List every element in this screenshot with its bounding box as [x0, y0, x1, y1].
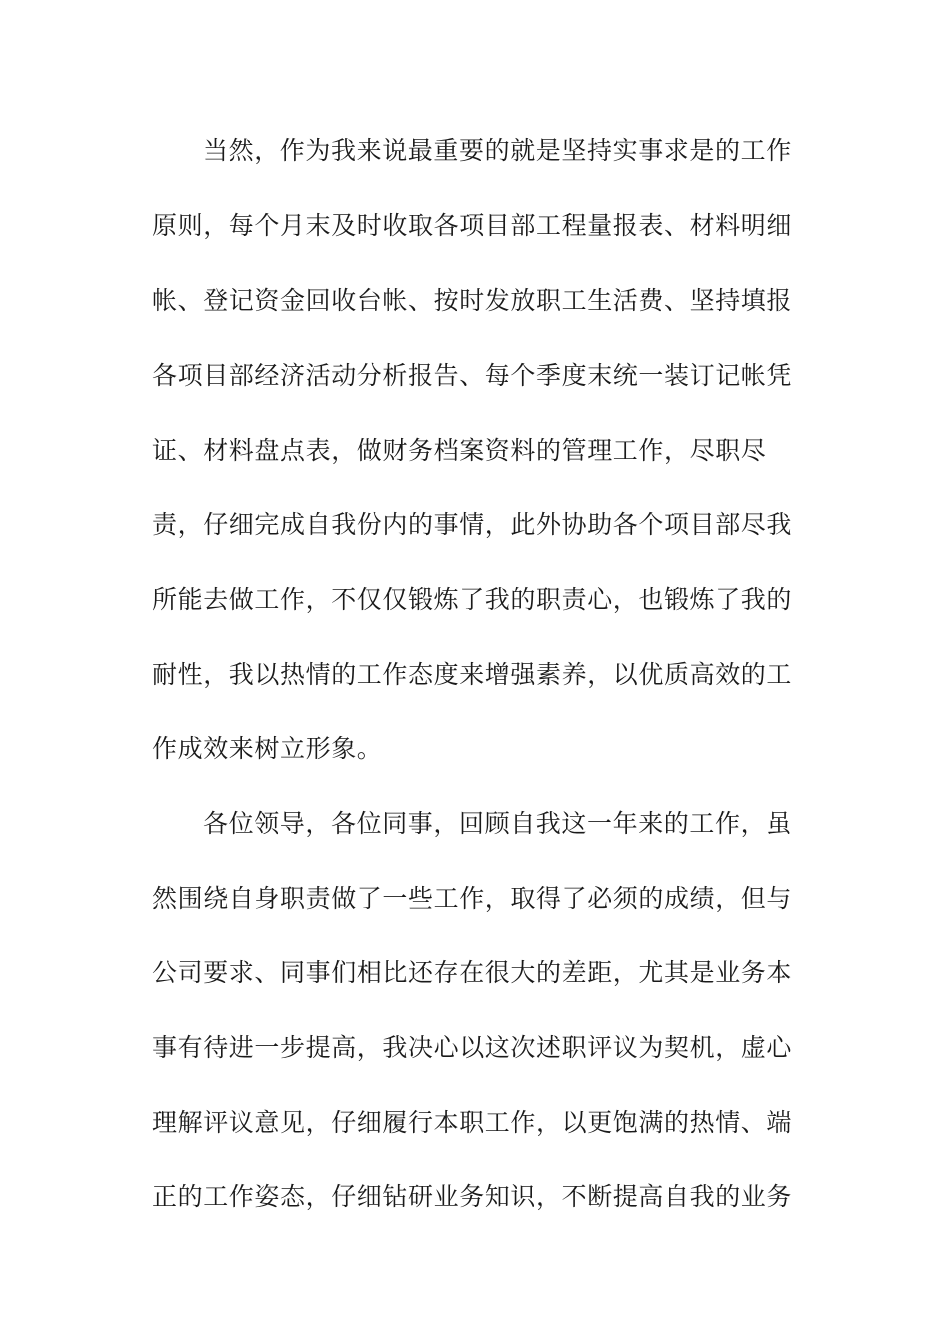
paragraph-line: 各项目部经济活动分析报告、每个季度末统一装订记帐凭 — [152, 361, 793, 390]
paragraph-line: 当然，作为我来说最重要的就是坚持实事求是的工作 — [203, 136, 792, 165]
paragraph-line: 正的工作姿态，仔细钻研业务知识，不断提高自我的业务 — [152, 1182, 793, 1211]
paragraph-line: 帐、登记资金回收台帐、按时发放职工生活费、坚持填报 — [152, 286, 793, 315]
paragraph-line: 耐性，我以热情的工作态度来增强素养，以优质高效的工 — [152, 660, 793, 689]
paragraph-line: 公司要求、同事们相比还存在很大的差距，尤其是业务本 — [152, 958, 793, 987]
paragraph-line: 各位领导，各位同事，回顾自我这一年来的工作，虽 — [203, 809, 792, 838]
paragraph-line: 证、材料盘点表，做财务档案资料的管理工作，尽职尽 — [152, 436, 767, 465]
paragraph-line: 然围绕自身职责做了一些工作，取得了必须的成绩，但与 — [152, 884, 793, 913]
paragraph-line: 作成效来树立形象。 — [152, 734, 383, 763]
paragraph-line: 理解评议意见，仔细履行本职工作，以更饱满的热情、端 — [152, 1108, 793, 1137]
paragraph-line: 所能去做工作，不仅仅锻炼了我的职责心，也锻炼了我的 — [152, 585, 793, 614]
paragraph-line: 原则，每个月末及时收取各项目部工程量报表、材料明细 — [152, 211, 793, 240]
paragraph-line: 责，仔细完成自我份内的事情，此外协助各个项目部尽我 — [152, 510, 793, 539]
paragraph-line: 事有待进一步提高，我决心以这次述职评议为契机，虚心 — [152, 1033, 793, 1062]
